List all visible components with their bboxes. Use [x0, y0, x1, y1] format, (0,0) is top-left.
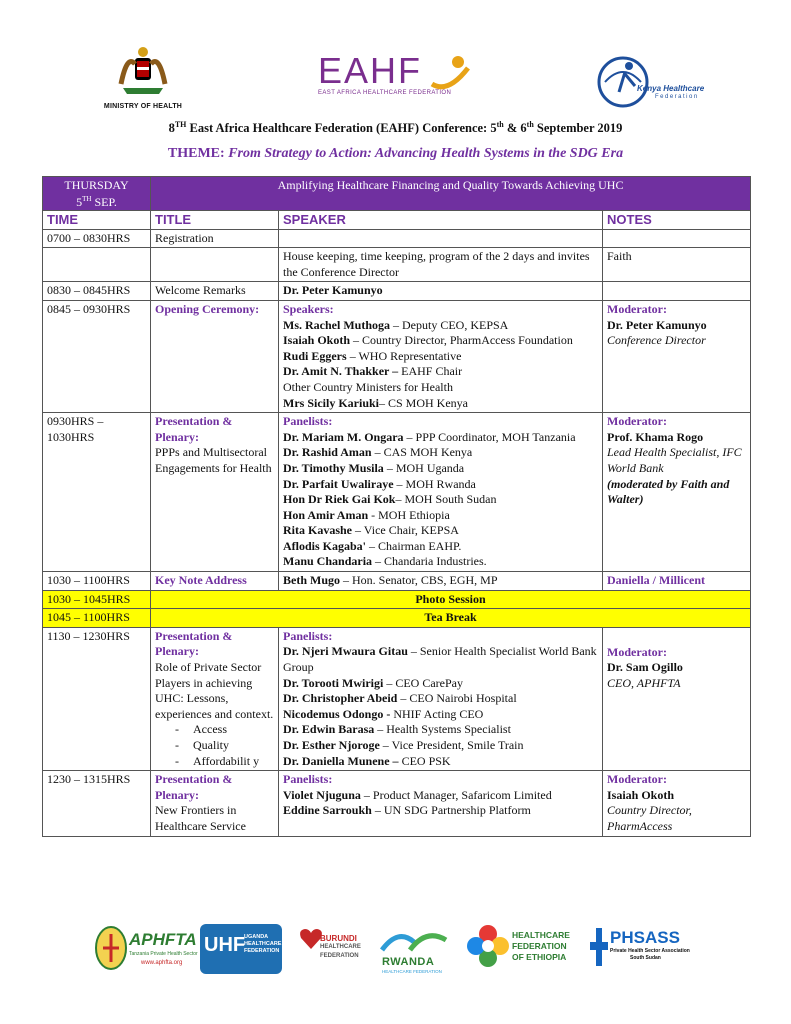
title-cell: Presentation & Plenary: Role of Private Sector Players in achieving UHC: Lessons, experiences and context. - Access - Quality - Affordabilit y: [151, 627, 279, 770]
conference-title: 8TH East Africa Healthcare Federation (EAHF) Conference: 5th & 6th September 2019: [168, 120, 623, 136]
bullet-list: [155, 722, 274, 769]
eahf-subtitle: EAST AFRICA HEALTHCARE FEDERATION: [318, 90, 452, 96]
time-cell: 1045 – 1100HRS: [43, 609, 151, 628]
aphfta-emblem-icon: [95, 926, 127, 970]
conference-theme: THEME: From Strategy to Action: Advancing Health Systems in the SDG Era: [167, 146, 624, 161]
burundi-federation-logo: BURUNDI HEALTHCARE FEDERATION: [296, 924, 368, 980]
table-row: [43, 282, 751, 301]
programme-table: [42, 176, 751, 837]
time-cell: [43, 248, 151, 282]
khf-name: Kenya Healthcare: [637, 84, 705, 93]
day-theme: Amplifying Healthcare Financing and Quality Towards Achieving UHC: [151, 177, 751, 211]
time-cell: 0700 – 0830HRS: [43, 229, 151, 248]
column-header-row: [43, 211, 751, 230]
table-row: [43, 248, 751, 282]
speaker-cell: [279, 229, 603, 248]
col-title: TITLE: [151, 211, 279, 230]
speaker-cell: Panelists: Dr. Mariam M. Ongara – PPP Coordinator, MOH Tanzania Dr. Rashid Aman – CAS MOH Kenya Dr. Timothy Musila – MOH Uganda Dr. Parfait Uwaliraye – MOH Rwanda Hon Dr Riek Gai Kok– MOH South Sudan Hon Amir Aman - MOH Ethiopia Rita Kavashe – Vice Chair, KEPSA Aflodis Kagaba' – Chairman EAHP. Manu Chandaria – Chandaria Industries.: [279, 413, 603, 572]
kenya-healthcare-federation-logo: [595, 52, 705, 112]
eahf-logo: [318, 52, 478, 112]
speaker-cell: Panelists: Violet Njuguna – Product Manager, Safaricom Limited Eddine Sarroukh – UN SDG Partnership Platform: [279, 771, 603, 836]
speaker-cell: Speakers: Ms. Rachel Muthoga – Deputy CEO, KEPSA Isaiah Okoth – Country Director, PharmAccess Foundation Rudi Eggers – WHO Representative Dr. Amit N. Thakker – EAHF Chair Other Country Ministers for Health Mrs Sicily Kariuki– CS MOH Kenya: [279, 300, 603, 412]
table-row: [43, 413, 751, 572]
eahf-wordmark: EAHF: [318, 50, 423, 91]
list-item: - Access: [175, 722, 274, 738]
notes-cell: [603, 282, 751, 301]
col-time: TIME: [43, 211, 151, 230]
eahf-swoosh-icon: [428, 54, 474, 94]
notes-cell: Daniella / Millicent: [603, 572, 751, 591]
khf-globe-icon: [595, 52, 655, 112]
list-item: - Affordabilit y: [175, 754, 274, 770]
notes-cell: [603, 229, 751, 248]
time-cell: 1030 – 1045HRS: [43, 590, 151, 609]
table-row: [43, 572, 751, 591]
speaker-cell: Dr. Peter Kamunyo: [279, 282, 603, 301]
title-cell: Presentation & Plenary: PPPs and Multisectoral Engagements for Health: [151, 413, 279, 572]
time-cell: 0845 – 0930HRS: [43, 300, 151, 412]
day-label: THURSDAY 5TH SEP.: [43, 177, 151, 211]
title-cell: Presentation & Plenary: New Frontiers in Healthcare Service: [151, 771, 279, 836]
title-cell: Registration: [151, 229, 279, 248]
time-cell: 1030 – 1100HRS: [43, 572, 151, 591]
title-cell: Key Note Address: [151, 572, 279, 591]
title-cell: [151, 248, 279, 282]
rwanda-figures-icon: [380, 928, 450, 954]
col-speaker: SPEAKER: [279, 211, 603, 230]
partner-logos: [0, 924, 791, 984]
header-logos: [0, 40, 791, 118]
time-cell: 0830 – 0845HRS: [43, 282, 151, 301]
list-item: - Quality: [175, 738, 274, 754]
col-notes: NOTES: [603, 211, 751, 230]
ethiopia-flower-icon: [466, 924, 510, 970]
aphfta-logo: APHFTA Tanzania Private Health Sector www.aphfta.org: [95, 924, 197, 980]
title-cell: Welcome Remarks: [151, 282, 279, 301]
uhf-logo: UHF UGANDA HEALTHCARE FEDERATION: [200, 924, 282, 974]
photo-session-cell: Photo Session: [151, 590, 751, 609]
ethiopia-federation-logo: HEALTHCARE FEDERATION OF ETHIOPIA: [466, 924, 584, 980]
time-cell: 1230 – 1315HRS: [43, 771, 151, 836]
time-cell: 0930HRS – 1030HRS: [43, 413, 151, 572]
kenya-coat-of-arms-icon: [113, 44, 173, 96]
table-row: [43, 590, 751, 609]
table-row: [43, 300, 751, 412]
speaker-cell: Panelists: Dr. Njeri Mwaura Gitau – Senior Health Specialist World Bank Group Dr. Torooti Mwirigi – CEO CarePay Dr. Christopher Abeid – CEO Nairobi Hospital Nicodemus Odongo - NHIF Acting CEO Dr. Edwin Barasa – Health Systems Specialist Dr. Esther Njoroge – Vice President, Smile Train Dr. Daniella Munene – CEO PSK: [279, 627, 603, 770]
ministry-of-health-logo: [98, 44, 188, 114]
day-header-row: [43, 177, 751, 211]
speaker-cell: House keeping, time keeping, program of the 2 days and invites the Conference Director: [279, 248, 603, 282]
moh-caption: MINISTRY OF HEALTH: [103, 103, 183, 110]
notes-cell: Faith: [603, 248, 751, 282]
tea-break-cell: Tea Break: [151, 609, 751, 628]
khf-federation: Federation: [655, 94, 699, 100]
notes-cell: Moderator: Dr. Sam Ogillo CEO, APHFTA: [603, 627, 751, 770]
table-row: [43, 609, 751, 628]
notes-cell: Moderator: Dr. Peter Kamunyo Conference Director: [603, 300, 751, 412]
notes-cell: Moderator: Prof. Khama Rogo Lead Health Specialist, IFC World Bank (moderated by Faith and Walter): [603, 413, 751, 572]
phsass-cross-icon: [590, 926, 608, 968]
phsass-logo: PHSASS Private Health Sector Association South Sudan: [590, 924, 700, 980]
rwanda-federation-logo: RWANDA HEALTHCARE FEDERATION: [374, 924, 456, 980]
table-row: [43, 229, 751, 248]
table-row: [43, 627, 751, 770]
speaker-cell: Beth Mugo – Hon. Senator, CBS, EGH, MP: [279, 572, 603, 591]
table-row: [43, 771, 751, 836]
notes-cell: Moderator: Isaiah Okoth Country Director, PharmAccess: [603, 771, 751, 836]
title-cell: Opening Ceremony:: [151, 300, 279, 412]
time-cell: 1130 – 1230HRS: [43, 627, 151, 770]
